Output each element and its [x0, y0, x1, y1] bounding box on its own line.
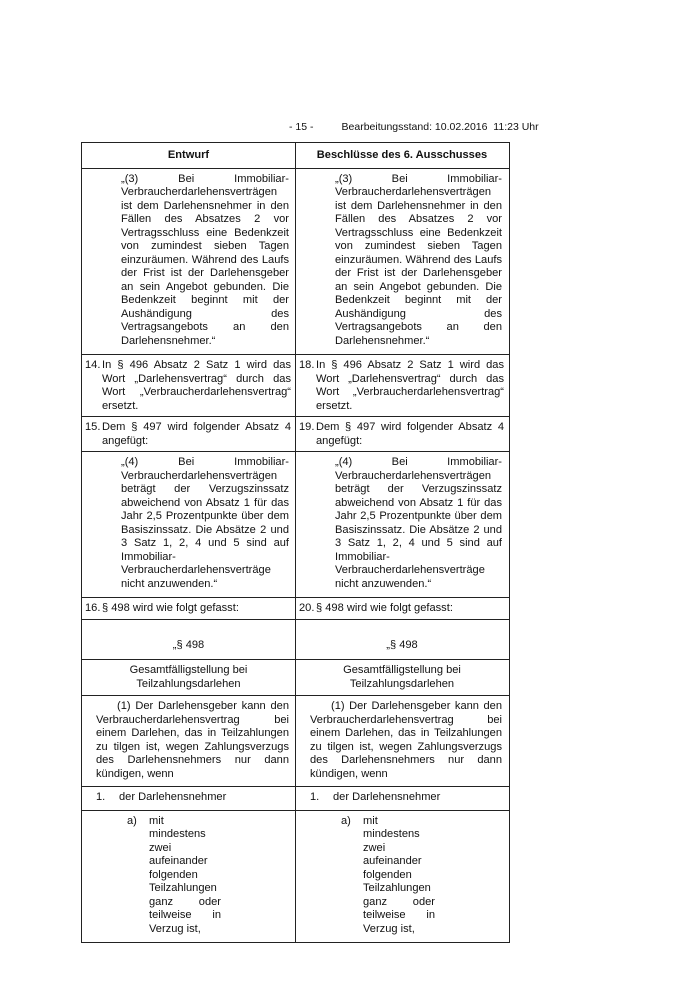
- section-heading-right: Gesamtfälligstellung bei Teilzahlungsdarlehen: [295, 660, 508, 695]
- amendment-item-left: [82, 417, 295, 451]
- quote-paragraph-4-right: „(4) Bei Immobiliar-Verbraucherdarlehensverträgen beträgt der Verzugszinssatz abweichend von Absatz 1 für das Jahr 2,5 Prozentpunkte über dem Basiszinssatz. Die Absätze 2 und 3 Satz 1, 2, 4 und 5 sind auf Immobiliar-Verbraucherdarlehensverträge nicht anzuwenden.“: [295, 452, 508, 597]
- section-heading-left: Gesamtfälligstellung bei Teilzahlungsdarlehen: [129, 664, 248, 690]
- table-row: [82, 451, 509, 597]
- amendment-item-right: [295, 355, 508, 416]
- quote-paragraph-3-left: „(3) Bei Immobiliar-Verbraucherdarlehensverträgen ist dem Darlehensnehmer in den Fällen des Absatzes 2 vor Vertragsschluss eine Bedenkzeit von zumindest sieben Tagen einzuräumen. Während des Laufs der Frist ist der Darlehensgeber an sein Angebot gebunden. Die Bedenkzeit beginnt mit der Aushändigung des Vertragsangebots an den Darlehensnehmer.“: [121, 172, 289, 347]
- table-header-row: [82, 143, 509, 168]
- point-text: der Darlehensnehmer: [333, 791, 441, 803]
- item-number: 15.: [85, 421, 101, 433]
- amendment-item-right: [295, 417, 508, 451]
- column-header-beschluesse: Beschlüsse des 6. Ausschusses: [295, 143, 508, 168]
- point-letter: a): [341, 814, 351, 827]
- table-row: [82, 168, 509, 355]
- table-row: [82, 659, 509, 695]
- paragraph-1-left: (1) Der Darlehensgeber kann den Verbraucherdarlehensvertrag bei einem Darlehen, das in Teilzahlungen zu tilgen ist, wegen Zahlungsverzugs des Darlehensnehmers nur dann kündigen, wenn: [96, 700, 289, 780]
- synopsis-table: [81, 142, 510, 943]
- point-1-left: [82, 787, 295, 810]
- item-text: § 498 wird wie folgt gefasst:: [102, 602, 239, 614]
- point-a-left: [82, 811, 295, 943]
- point-letter: a): [127, 814, 137, 827]
- item-text: In § 496 Absatz 2 Satz 1 wird das Wort „Darlehensvertrag“ durch das Wort „Verbraucherdarlehensvertrag“ ersetzt.: [316, 359, 504, 412]
- point-number: 1.: [310, 791, 320, 803]
- table-row: [82, 619, 509, 660]
- table-row: [82, 354, 509, 416]
- column-header-entwurf: Entwurf: [167, 149, 210, 161]
- point-a-right: [295, 811, 508, 943]
- table-row: [82, 810, 509, 943]
- amendment-item-left: [82, 598, 295, 619]
- table-row: [82, 786, 509, 810]
- amendment-item-right: [295, 598, 508, 619]
- item-number: 19.: [299, 421, 315, 433]
- item-text: In § 496 Absatz 2 Satz 1 wird das Wort „Darlehensvertrag“ durch das Wort „Verbraucherdarlehensvertrag“ ersetzt.: [102, 359, 291, 412]
- section-title-left: „§ 498: [172, 638, 205, 651]
- point-number: 1.: [96, 791, 106, 803]
- point-1-right: [295, 787, 508, 810]
- section-title-right: „§ 498: [295, 620, 508, 660]
- quote-paragraph-3-right: „(3) Bei Immobiliar-Verbraucherdarlehensverträgen ist dem Darlehensnehmer in den Fällen des Absatzes 2 vor Vertragsschluss eine Bedenkzeit von zumindest sieben Tagen einzuräumen. Während des Laufs der Frist ist der Darlehensgeber an sein Angebot gebunden. Die Bedenkzeit beginnt mit der Aushändigung des Vertragsangebots an den Darlehensnehmer.“: [295, 169, 508, 355]
- item-number: 20.: [299, 602, 315, 614]
- item-number: 14.: [85, 359, 101, 371]
- item-number: 16.: [85, 602, 101, 614]
- point-text: der Darlehensnehmer: [119, 791, 227, 803]
- page-header: [289, 121, 539, 133]
- paragraph-1-right: (1) Der Darlehensgeber kann den Verbraucherdarlehensvertrag bei einem Darlehen, das in Teilzahlungen zu tilgen ist, wegen Zahlungsverzugs des Darlehensnehmers nur dann kündigen, wenn: [295, 696, 508, 786]
- item-number: 18.: [299, 359, 315, 371]
- quote-paragraph-4-left: „(4) Bei Immobiliar-Verbraucherdarlehensverträgen beträgt der Verzugszinssatz abweichend von Absatz 1 für das Jahr 2,5 Prozentpunkte über dem Basiszinssatz. Die Absätze 2 und 3 Satz 1, 2, 4 und 5 sind auf Immobiliar-Verbraucherdarlehensverträge nicht anzuwenden.“: [121, 456, 289, 590]
- item-text: Dem § 497 wird folgender Absatz 4 angefügt:: [102, 421, 291, 447]
- item-text: § 498 wird wie folgt gefasst:: [316, 602, 453, 614]
- amendment-item-left: [82, 355, 295, 416]
- edit-status: Bearbeitungsstand: 10.02.2016 11:23 Uhr: [341, 121, 539, 133]
- item-text: Dem § 497 wird folgender Absatz 4 angefügt:: [316, 421, 504, 447]
- table-row: [82, 597, 509, 619]
- point-text: mit mindestens zwei aufeinander folgenden Teilzahlungen ganz oder teilweise in Verzug ist,: [363, 814, 435, 935]
- point-text: mit mindestens zwei aufeinander folgenden Teilzahlungen ganz oder teilweise in Verzug ist,: [149, 814, 221, 935]
- page-number: - 15 -: [289, 121, 314, 133]
- table-row: [82, 695, 509, 786]
- table-row: [82, 416, 509, 451]
